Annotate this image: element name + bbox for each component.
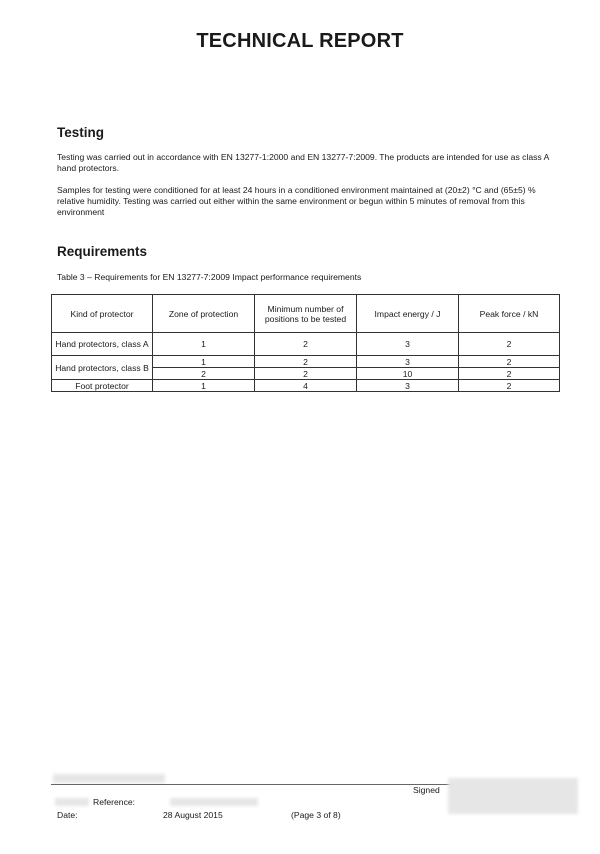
date-label: Date:: [57, 810, 78, 820]
table-row: [52, 333, 560, 356]
table-cell: Foot protector: [52, 380, 153, 392]
table-cell: 10: [357, 368, 459, 380]
table-cell: 2: [255, 356, 357, 368]
requirements-table: [51, 294, 560, 392]
testing-heading: Testing: [57, 125, 104, 140]
table-cell: 4: [255, 380, 357, 392]
redacted-reference-value: [170, 798, 258, 806]
testing-paragraph-2: Samples for testing were conditioned for at least 24 hours in a conditioned environment maintained at (20±2) °C and (65±5) % relative humidity. Testing was carried out either within the same environment or begun within 5 minutes of removal from this environment: [57, 185, 536, 217]
table-cell: 1: [153, 333, 255, 356]
table-cell: Hand protectors, class B: [52, 356, 153, 380]
column-header: Minimum number of positions to be tested: [255, 295, 357, 333]
table-cell: 2: [459, 368, 560, 380]
table-cell: 2: [255, 333, 357, 356]
table-row: [52, 380, 560, 392]
reference-label: Reference:: [93, 797, 136, 807]
table-cell: 2: [459, 333, 560, 356]
table-row: [52, 356, 560, 368]
page-title: TECHNICAL REPORT: [196, 30, 404, 52]
table-caption: Table 3 – Requirements for EN 13277-7:2009 Impact performance requirements: [57, 272, 362, 282]
redacted-signature: [448, 778, 578, 814]
table-cell: 2: [459, 356, 560, 368]
table-cell: 1: [153, 356, 255, 368]
table-cell: 3: [357, 333, 459, 356]
table-cell: 2: [153, 368, 255, 380]
column-header: Kind of protector: [52, 295, 153, 333]
table-cell: 3: [357, 380, 459, 392]
table-cell: Hand protectors, class A: [52, 333, 153, 356]
signed-label: Signed: [413, 785, 440, 795]
table-cell: 2: [459, 380, 560, 392]
table-cell: 2: [255, 368, 357, 380]
column-header: Peak force / kN: [459, 295, 560, 333]
table-header-row: [52, 295, 560, 333]
requirements-heading: Requirements: [57, 244, 148, 259]
redacted-company: [53, 774, 165, 783]
column-header: Zone of protection: [153, 295, 255, 333]
date-value: 28 August 2015: [163, 810, 223, 820]
page-number: (Page 3 of 8): [291, 810, 341, 820]
testing-paragraph-1: Testing was carried out in accordance with EN 13277-1:2000 and EN 13277-7:2009. The products are intended for use as class A hand protectors.: [57, 152, 549, 173]
redacted-reference-prefix: [55, 798, 89, 806]
table-cell: 3: [357, 356, 459, 368]
column-header: Impact energy / J: [357, 295, 459, 333]
table-cell: 1: [153, 380, 255, 392]
